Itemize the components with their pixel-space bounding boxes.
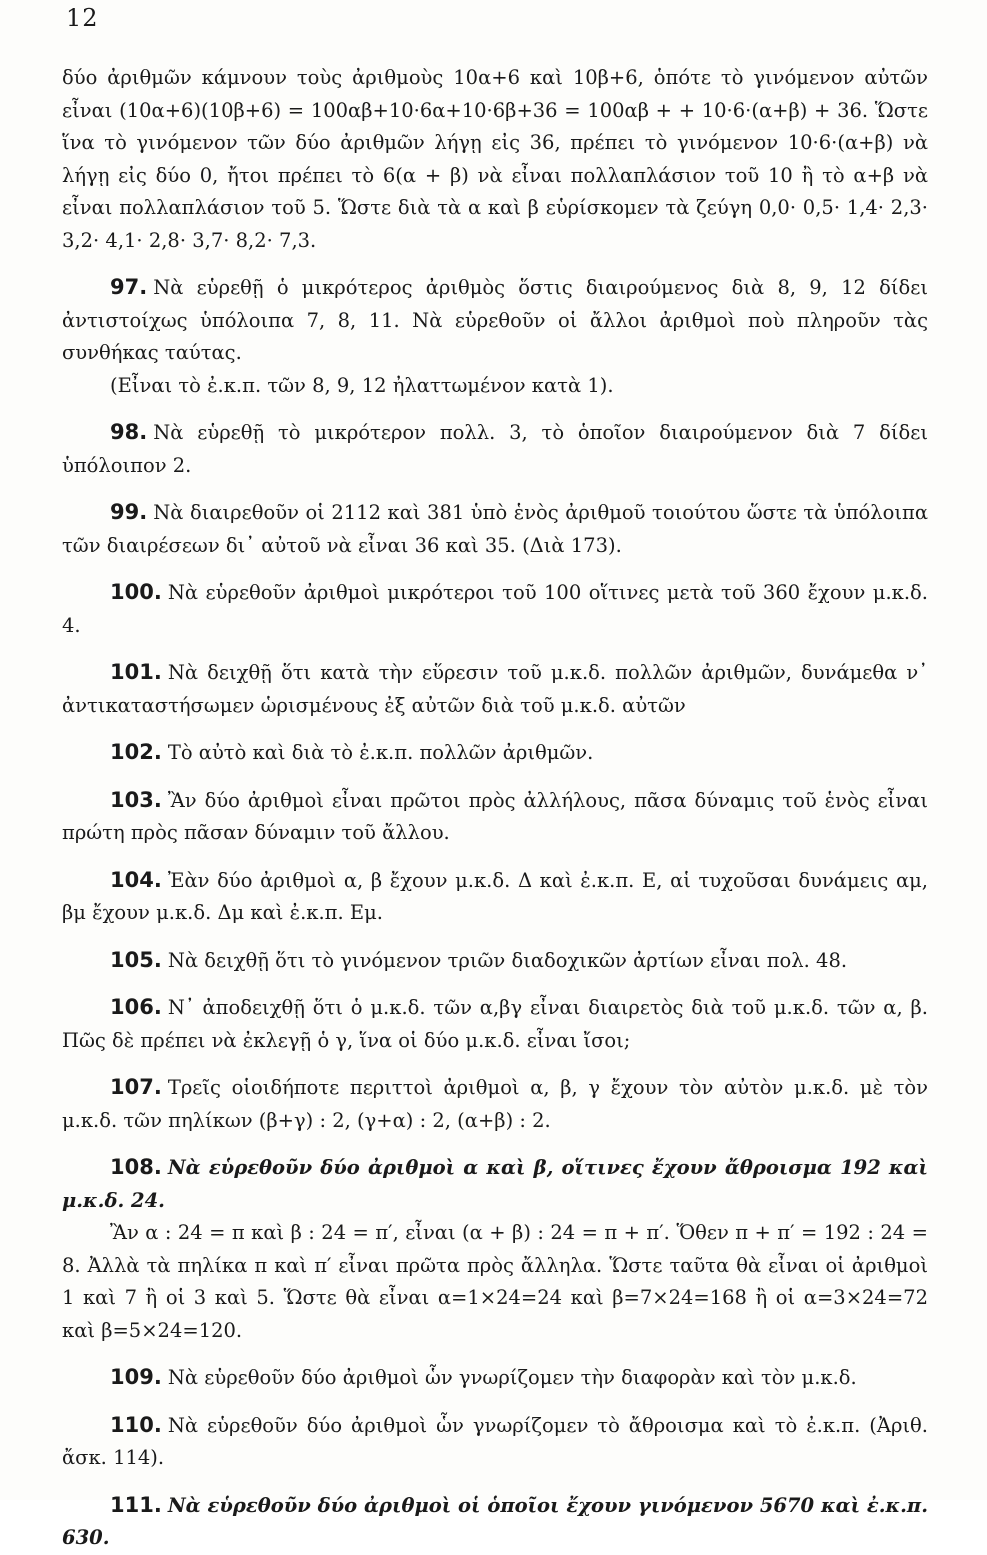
text-body	[62, 62, 928, 1555]
problem-100	[62, 576, 928, 642]
problem-number: 108.	[110, 1155, 162, 1179]
problem-text: Νὰ εὑρεθοῦν δύο ἀριθμοὶ ὧν γνωρίζομεν τὴν διαφορὰν καὶ τὸν μ.κ.δ.	[167, 1366, 857, 1389]
page-number: 12	[66, 4, 99, 32]
problem-106	[62, 991, 928, 1057]
problem-105	[62, 944, 928, 978]
problem-110	[62, 1409, 928, 1475]
problem-108	[62, 1151, 928, 1217]
problem-number: 111.	[110, 1492, 162, 1517]
problem-text: Ἐὰν δύο ἀριθμοὶ α, β ἔχουν μ.κ.δ. Δ καὶ ἐ.κ.π. Ε, αἱ τυχοῦσαι δυνάμεις αμ, βμ ἔχουν μ.κ.δ. Δμ καὶ ἐ.κ.π. Εμ.	[62, 868, 928, 924]
problem-number: 103.	[110, 787, 162, 812]
problem-number: 106.	[110, 995, 162, 1019]
problem-text: Νὰ δειχθῇ ὅτι κατὰ τὴν εὕρεσιν τοῦ μ.κ.δ. πολλῶν ἀριθμῶν, δυνάμεθα ν᾽ ἀντικαταστήσωμεν ὡρισμένους ἐξ αὐτῶν διὰ τοῦ μ.κ.δ. αὐτῶν	[62, 661, 928, 717]
problem-103	[62, 784, 928, 850]
problem-111	[62, 1489, 928, 1555]
problem-101	[62, 656, 928, 722]
problem-text: Τὸ αὐτὸ καὶ διὰ τὸ ἐ.κ.π. πολλῶν ἀριθμῶν.	[167, 741, 594, 764]
problem-number: 107.	[110, 1075, 162, 1099]
problem-99	[62, 496, 928, 562]
problem-104	[62, 864, 928, 930]
problem-number: 102.	[110, 740, 162, 764]
problem-number: 100.	[110, 580, 162, 604]
problem-102	[62, 736, 928, 770]
problem-number: 99.	[110, 500, 148, 524]
problem-text: Νὰ εὑρεθοῦν δύο ἀριθμοὶ οἱ ὁποῖοι ἔχουν γινόμενον 5670 καὶ ἐ.κ.π. 630.	[62, 1493, 928, 1549]
problem-number: 97.	[110, 275, 148, 299]
problem-text: Νὰ δειχθῇ ὅτι τὸ γινόμενον τριῶν διαδοχικῶν ἀρτίων εἶναι πολ. 48.	[167, 948, 848, 972]
problem-97	[62, 271, 928, 370]
problem-98	[62, 416, 928, 482]
problem-number: 104.	[110, 867, 162, 892]
problem-text: Νὰ εὑρεθοῦν δύο ἀριθμοὶ α καὶ β, οἵτινες ἔχουν ἄθροισμα 192 καὶ μ.κ.δ. 24.	[62, 1156, 928, 1212]
problem-97-note: (Εἶναι τὸ ἐ.κ.π. τῶν 8, 9, 12 ἠλαττωμένον κατὰ 1).	[110, 373, 614, 397]
problem-text: Ν᾽ ἀποδειχθῇ ὅτι ὁ μ.κ.δ. τῶν α,βγ εἶναι διαιρετὸς διὰ τοῦ μ.κ.δ. τῶν α, β. Πῶς δὲ πρέπει νὰ ἐκλεγῇ ὁ γ, ἵνα οἱ δύο μ.κ.δ. εἶναι ἴσοι;	[62, 996, 928, 1052]
problem-text: Νὰ εὑρεθοῦν δύο ἀριθμοὶ ὧν γνωρίζομεν τὸ ἄθροισμα καὶ τὸ ἐ.κ.π. (Ἀριθ. ἄσκ. 114).	[62, 1413, 928, 1469]
intro-paragraph: δύο ἀριθμῶν κάμνουν τοὺς ἀριθμοὺς 10α+6 καὶ 10β+6, ὁπότε τὸ γινόμενον αὐτῶν εἶναι (10α+6)(10β+6) = 100αβ+10·6α+10·6β+36 = 100αβ + + 10·6·(α+β) + 36. Ὥστε ἵνα τὸ γινόμενον τῶν δύο ἀριθμῶν λήγῃ εἰς 36, πρέπει τὸ γινόμενον 10·6·(α+β) νὰ λήγῃ εἰς δύο 0, ἤτοι πρέπει τὸ 6(α + β) νὰ εἶναι πολλαπλάσιον τοῦ 10 ἢ τὸ α+β νὰ εἶναι πολλαπλάσιον τοῦ 5. Ὥστε διὰ τὰ α καὶ β εὑρίσκομεν τὰ ζεύγη 0,0· 0,5· 1,4· 2,3· 3,2· 4,1· 2,8· 3,7· 8,2· 7,3.	[62, 66, 928, 252]
problem-text: Ἂν δύο ἀριθμοὶ εἶναι πρῶτοι πρὸς ἀλλήλους, πᾶσα δύναμις τοῦ ἑνὸς εἶναι πρώτη πρὸς πᾶσαν δύναμιν τοῦ ἄλλου.	[62, 788, 928, 844]
problem-109	[62, 1361, 928, 1395]
problem-number: 105.	[110, 947, 162, 972]
problem-number: 101.	[110, 660, 162, 684]
problem-text: Τρεῖς οἱοιδήποτε περιττοὶ ἀριθμοὶ α, β, γ ἔχουν τὸν αὐτὸν μ.κ.δ. μὲ τὸν μ.κ.δ. τῶν πηλίκων (β+γ) : 2, (γ+α) : 2, (α+β) : 2.	[62, 1076, 928, 1132]
problem-number: 109.	[110, 1365, 162, 1389]
problem-text: Νὰ εὑρεθοῦν ἀριθμοὶ μικρότεροι τοῦ 100 οἵτινες μετὰ τοῦ 360 ἔχουν μ.κ.δ. 4.	[62, 581, 928, 637]
problem-text: Νὰ διαιρεθοῦν οἱ 2112 καὶ 381 ὑπὸ ἑνὸς ἀριθμοῦ τοιούτου ὥστε τὰ ὑπόλοιπα τῶν διαιρέσεων δι᾽ αὐτοῦ νὰ εἶναι 36 καὶ 35. (Διὰ 173).	[62, 501, 928, 557]
problem-number: 98.	[110, 420, 148, 444]
problem-108-solution: Ἂν α : 24 = π καὶ β : 24 = π′, εἶναι (α + β) : 24 = π + π′. Ὅθεν π + π′ = 192 : 24 = 8. Ἀλλὰ τὰ πηλίκα π καὶ π′ εἶναι πρῶτα πρὸς ἄλληλα. Ὥστε ταῦτα θὰ εἶναι οἱ ἀριθμοὶ 1 καὶ 7 ἢ οἱ 3 καὶ 5. Ὥστε θὰ εἶναι α=1×24=24 καὶ β=7×24=168 ἢ οἱ α=3×24=72 καὶ β=5×24=120.	[62, 1221, 928, 1342]
problem-107	[62, 1071, 928, 1137]
problem-text: Νὰ εὑρεθῇ ὁ μικρότερος ἀριθμὸς ὅστις διαιρούμενος διὰ 8, 9, 12 δίδει ἀντιστοίχως ὑπόλοιπα 7, 8, 11. Νὰ εὑρεθοῦν οἱ ἄλλοι ἀριθμοὶ ποὺ πληροῦν τὰς συνθήκας ταύτας.	[62, 276, 928, 364]
problem-text: Νὰ εὑρεθῇ τὸ μικρότερον πολλ. 3, τὸ ὁποῖον διαιρούμενον διὰ 7 δίδει ὑπόλοιπον 2.	[62, 421, 928, 477]
problem-number: 110.	[110, 1412, 162, 1437]
